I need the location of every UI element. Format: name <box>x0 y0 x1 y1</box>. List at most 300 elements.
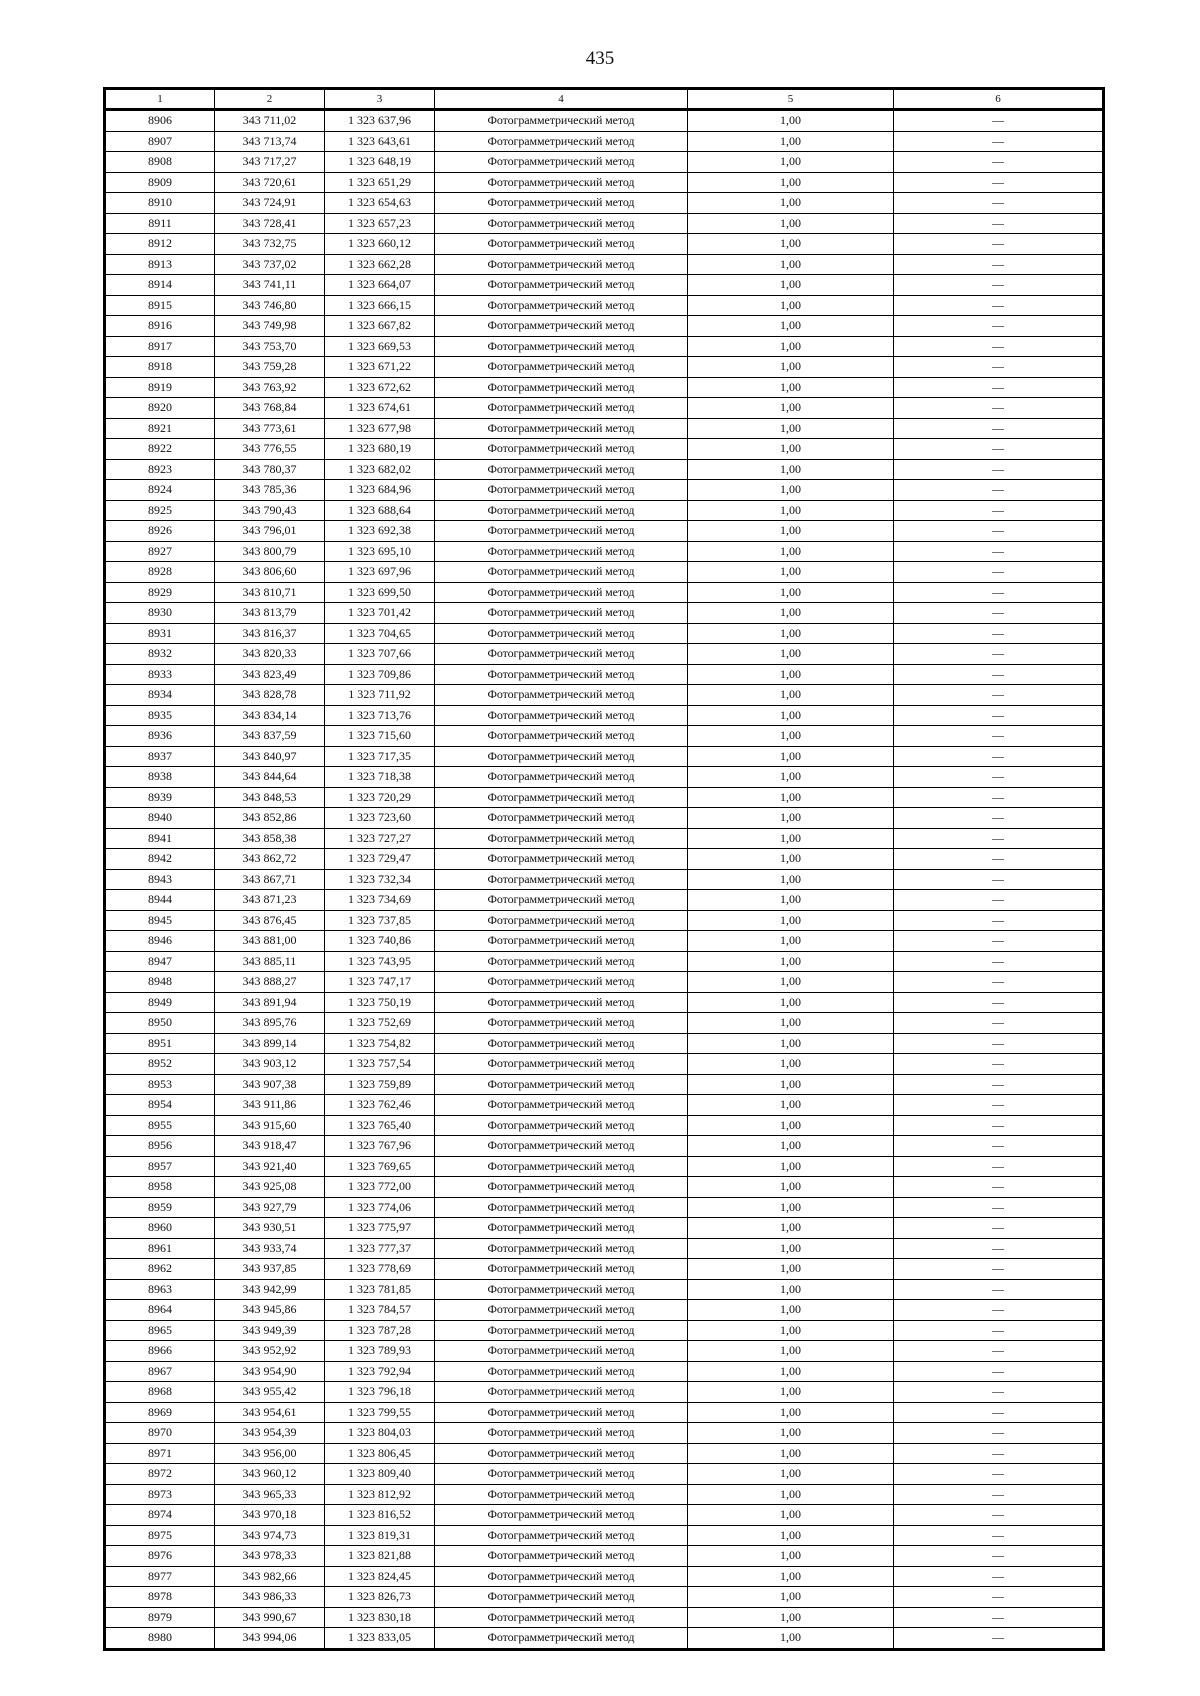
x-coordinate-cell: 343 813,79 <box>215 603 325 624</box>
accuracy-cell: 1,00 <box>688 152 894 173</box>
table-row <box>105 562 1104 583</box>
x-coordinate-cell: 343 915,60 <box>215 1115 325 1136</box>
x-coordinate-cell: 343 737,02 <box>215 254 325 275</box>
x-coordinate-cell: 343 746,80 <box>215 295 325 316</box>
y-coordinate-cell: 1 323 787,28 <box>325 1320 435 1341</box>
accuracy-cell: 1,00 <box>688 910 894 931</box>
x-coordinate-cell: 343 895,76 <box>215 1013 325 1034</box>
description-cell: — <box>894 972 1104 993</box>
x-coordinate-cell: 343 885,11 <box>215 951 325 972</box>
point-number-cell: 8933 <box>105 664 215 685</box>
y-coordinate-cell: 1 323 737,85 <box>325 910 435 931</box>
point-number-cell: 8975 <box>105 1525 215 1546</box>
accuracy-cell: 1,00 <box>688 1505 894 1526</box>
method-cell: Фотограмметрический метод <box>435 705 688 726</box>
method-cell: Фотограмметрический метод <box>435 1423 688 1444</box>
point-number-cell: 8957 <box>105 1156 215 1177</box>
table-row <box>105 644 1104 665</box>
table-row <box>105 1259 1104 1280</box>
description-cell: — <box>894 254 1104 275</box>
accuracy-cell: 1,00 <box>688 869 894 890</box>
x-coordinate-cell: 343 930,51 <box>215 1218 325 1239</box>
table-body <box>105 110 1104 1650</box>
x-coordinate-cell: 343 994,06 <box>215 1628 325 1650</box>
description-cell: — <box>894 295 1104 316</box>
method-cell: Фотограмметрический метод <box>435 664 688 685</box>
table-row <box>105 931 1104 952</box>
y-coordinate-cell: 1 323 777,37 <box>325 1238 435 1259</box>
y-coordinate-cell: 1 323 796,18 <box>325 1382 435 1403</box>
accuracy-cell: 1,00 <box>688 398 894 419</box>
y-coordinate-cell: 1 323 688,64 <box>325 500 435 521</box>
y-coordinate-cell: 1 323 680,19 <box>325 439 435 460</box>
x-coordinate-cell: 343 834,14 <box>215 705 325 726</box>
x-coordinate-cell: 343 820,33 <box>215 644 325 665</box>
point-number-cell: 8906 <box>105 110 215 132</box>
method-cell: Фотограмметрический метод <box>435 746 688 767</box>
method-cell: Фотограмметрический метод <box>435 685 688 706</box>
table-row <box>105 131 1104 152</box>
x-coordinate-cell: 343 713,74 <box>215 131 325 152</box>
point-number-cell: 8942 <box>105 849 215 870</box>
x-coordinate-cell: 343 876,45 <box>215 910 325 931</box>
y-coordinate-cell: 1 323 682,02 <box>325 459 435 480</box>
x-coordinate-cell: 343 933,74 <box>215 1238 325 1259</box>
accuracy-cell: 1,00 <box>688 541 894 562</box>
y-coordinate-cell: 1 323 767,96 <box>325 1136 435 1157</box>
description-cell: — <box>894 705 1104 726</box>
y-coordinate-cell: 1 323 651,29 <box>325 172 435 193</box>
point-number-cell: 8964 <box>105 1300 215 1321</box>
description-cell: — <box>894 1095 1104 1116</box>
x-coordinate-cell: 343 990,67 <box>215 1607 325 1628</box>
point-number-cell: 8918 <box>105 357 215 378</box>
point-number-cell: 8954 <box>105 1095 215 1116</box>
method-cell: Фотограмметрический метод <box>435 869 688 890</box>
x-coordinate-cell: 343 867,71 <box>215 869 325 890</box>
point-number-cell: 8948 <box>105 972 215 993</box>
method-cell: Фотограмметрический метод <box>435 1443 688 1464</box>
point-number-cell: 8929 <box>105 582 215 603</box>
point-number-cell: 8949 <box>105 992 215 1013</box>
method-cell: Фотограмметрический метод <box>435 787 688 808</box>
y-coordinate-cell: 1 323 643,61 <box>325 131 435 152</box>
x-coordinate-cell: 343 956,00 <box>215 1443 325 1464</box>
method-cell: Фотограмметрический метод <box>435 213 688 234</box>
y-coordinate-cell: 1 323 727,27 <box>325 828 435 849</box>
point-number-cell: 8969 <box>105 1402 215 1423</box>
method-cell: Фотограмметрический метод <box>435 110 688 132</box>
x-coordinate-cell: 343 785,36 <box>215 480 325 501</box>
description-cell: — <box>894 1136 1104 1157</box>
method-cell: Фотограмметрический метод <box>435 808 688 829</box>
description-cell: — <box>894 213 1104 234</box>
method-cell: Фотограмметрический метод <box>435 152 688 173</box>
x-coordinate-cell: 343 844,64 <box>215 767 325 788</box>
description-cell: — <box>894 439 1104 460</box>
description-cell: — <box>894 992 1104 1013</box>
table-row <box>105 1033 1104 1054</box>
accuracy-cell: 1,00 <box>688 213 894 234</box>
x-coordinate-cell: 343 907,38 <box>215 1074 325 1095</box>
method-cell: Фотограмметрический метод <box>435 316 688 337</box>
accuracy-cell: 1,00 <box>688 603 894 624</box>
x-coordinate-cell: 343 960,12 <box>215 1464 325 1485</box>
accuracy-cell: 1,00 <box>688 1177 894 1198</box>
header-cell-5: 5 <box>688 89 894 110</box>
method-cell: Фотограмметрический метод <box>435 1218 688 1239</box>
accuracy-cell: 1,00 <box>688 316 894 337</box>
x-coordinate-cell: 343 858,38 <box>215 828 325 849</box>
x-coordinate-cell: 343 810,71 <box>215 582 325 603</box>
method-cell: Фотограмметрический метод <box>435 644 688 665</box>
accuracy-cell: 1,00 <box>688 1607 894 1628</box>
description-cell: — <box>894 234 1104 255</box>
description-cell: — <box>894 377 1104 398</box>
method-cell: Фотограмметрический метод <box>435 910 688 931</box>
x-coordinate-cell: 343 911,86 <box>215 1095 325 1116</box>
table-row <box>105 910 1104 931</box>
accuracy-cell: 1,00 <box>688 439 894 460</box>
accuracy-cell: 1,00 <box>688 685 894 706</box>
y-coordinate-cell: 1 323 789,93 <box>325 1341 435 1362</box>
point-number-cell: 8977 <box>105 1566 215 1587</box>
description-cell: — <box>894 623 1104 644</box>
description-cell: — <box>894 110 1104 132</box>
accuracy-cell: 1,00 <box>688 992 894 1013</box>
x-coordinate-cell: 343 848,53 <box>215 787 325 808</box>
table-row <box>105 1546 1104 1567</box>
table-row <box>105 1382 1104 1403</box>
accuracy-cell: 1,00 <box>688 1136 894 1157</box>
method-cell: Фотограмметрический метод <box>435 849 688 870</box>
point-number-cell: 8934 <box>105 685 215 706</box>
description-cell: — <box>894 1484 1104 1505</box>
y-coordinate-cell: 1 323 754,82 <box>325 1033 435 1054</box>
description-cell: — <box>894 1525 1104 1546</box>
y-coordinate-cell: 1 323 657,23 <box>325 213 435 234</box>
y-coordinate-cell: 1 323 819,31 <box>325 1525 435 1546</box>
x-coordinate-cell: 343 871,23 <box>215 890 325 911</box>
point-number-cell: 8951 <box>105 1033 215 1054</box>
table-row <box>105 787 1104 808</box>
x-coordinate-cell: 343 796,01 <box>215 521 325 542</box>
y-coordinate-cell: 1 323 664,07 <box>325 275 435 296</box>
table-row <box>105 541 1104 562</box>
y-coordinate-cell: 1 323 759,89 <box>325 1074 435 1095</box>
y-coordinate-cell: 1 323 806,45 <box>325 1443 435 1464</box>
method-cell: Фотограмметрический метод <box>435 1259 688 1280</box>
table-row <box>105 439 1104 460</box>
accuracy-cell: 1,00 <box>688 562 894 583</box>
description-cell: — <box>894 1279 1104 1300</box>
table-row <box>105 951 1104 972</box>
table-row <box>105 316 1104 337</box>
x-coordinate-cell: 343 954,39 <box>215 1423 325 1444</box>
method-cell: Фотограмметрический метод <box>435 1628 688 1650</box>
accuracy-cell: 1,00 <box>688 931 894 952</box>
method-cell: Фотограмметрический метод <box>435 623 688 644</box>
point-number-cell: 8950 <box>105 1013 215 1034</box>
method-cell: Фотограмметрический метод <box>435 1177 688 1198</box>
table-row <box>105 1443 1104 1464</box>
description-cell: — <box>894 1300 1104 1321</box>
point-number-cell: 8960 <box>105 1218 215 1239</box>
table-row <box>105 705 1104 726</box>
method-cell: Фотограмметрический метод <box>435 1525 688 1546</box>
table-row <box>105 1587 1104 1608</box>
point-number-cell: 8943 <box>105 869 215 890</box>
x-coordinate-cell: 343 954,90 <box>215 1361 325 1382</box>
description-cell: — <box>894 787 1104 808</box>
description-cell: — <box>894 1628 1104 1650</box>
point-number-cell: 8935 <box>105 705 215 726</box>
point-number-cell: 8953 <box>105 1074 215 1095</box>
table-row <box>105 1566 1104 1587</box>
accuracy-cell: 1,00 <box>688 336 894 357</box>
accuracy-cell: 1,00 <box>688 1238 894 1259</box>
point-number-cell: 8946 <box>105 931 215 952</box>
method-cell: Фотограмметрический метод <box>435 234 688 255</box>
description-cell: — <box>894 480 1104 501</box>
accuracy-cell: 1,00 <box>688 746 894 767</box>
y-coordinate-cell: 1 323 695,10 <box>325 541 435 562</box>
description-cell: — <box>894 849 1104 870</box>
table-row <box>105 1320 1104 1341</box>
point-number-cell: 8938 <box>105 767 215 788</box>
y-coordinate-cell: 1 323 672,62 <box>325 377 435 398</box>
description-cell: — <box>894 1402 1104 1423</box>
accuracy-cell: 1,00 <box>688 418 894 439</box>
header-cell-2: 2 <box>215 89 325 110</box>
y-coordinate-cell: 1 323 804,03 <box>325 1423 435 1444</box>
table-row <box>105 582 1104 603</box>
method-cell: Фотограмметрический метод <box>435 500 688 521</box>
y-coordinate-cell: 1 323 729,47 <box>325 849 435 870</box>
y-coordinate-cell: 1 323 778,69 <box>325 1259 435 1280</box>
table-row <box>105 336 1104 357</box>
table-row <box>105 193 1104 214</box>
x-coordinate-cell: 343 724,91 <box>215 193 325 214</box>
table-row <box>105 1628 1104 1650</box>
point-number-cell: 8926 <box>105 521 215 542</box>
point-number-cell: 8976 <box>105 1546 215 1567</box>
table-row <box>105 110 1104 132</box>
table-row <box>105 500 1104 521</box>
method-cell: Фотограмметрический метод <box>435 992 688 1013</box>
description-cell: — <box>894 1074 1104 1095</box>
accuracy-cell: 1,00 <box>688 254 894 275</box>
accuracy-cell: 1,00 <box>688 1115 894 1136</box>
y-coordinate-cell: 1 323 669,53 <box>325 336 435 357</box>
accuracy-cell: 1,00 <box>688 1095 894 1116</box>
accuracy-cell: 1,00 <box>688 972 894 993</box>
table-row <box>105 418 1104 439</box>
x-coordinate-cell: 343 921,40 <box>215 1156 325 1177</box>
point-number-cell: 8940 <box>105 808 215 829</box>
point-number-cell: 8971 <box>105 1443 215 1464</box>
table-row <box>105 1197 1104 1218</box>
table-row <box>105 1505 1104 1526</box>
accuracy-cell: 1,00 <box>688 1443 894 1464</box>
point-number-cell: 8959 <box>105 1197 215 1218</box>
point-number-cell: 8963 <box>105 1279 215 1300</box>
method-cell: Фотограмметрический метод <box>435 459 688 480</box>
table-row <box>105 1607 1104 1628</box>
x-coordinate-cell: 343 955,42 <box>215 1382 325 1403</box>
accuracy-cell: 1,00 <box>688 500 894 521</box>
table-row <box>105 726 1104 747</box>
table-row <box>105 623 1104 644</box>
accuracy-cell: 1,00 <box>688 787 894 808</box>
y-coordinate-cell: 1 323 674,61 <box>325 398 435 419</box>
description-cell: — <box>894 726 1104 747</box>
description-cell: — <box>894 644 1104 665</box>
table-row <box>105 1054 1104 1075</box>
x-coordinate-cell: 343 800,79 <box>215 541 325 562</box>
y-coordinate-cell: 1 323 701,42 <box>325 603 435 624</box>
y-coordinate-cell: 1 323 812,92 <box>325 1484 435 1505</box>
accuracy-cell: 1,00 <box>688 849 894 870</box>
table-row <box>105 972 1104 993</box>
accuracy-cell: 1,00 <box>688 1402 894 1423</box>
y-coordinate-cell: 1 323 752,69 <box>325 1013 435 1034</box>
x-coordinate-cell: 343 881,00 <box>215 931 325 952</box>
point-number-cell: 8970 <box>105 1423 215 1444</box>
accuracy-cell: 1,00 <box>688 582 894 603</box>
description-cell: — <box>894 767 1104 788</box>
x-coordinate-cell: 343 749,98 <box>215 316 325 337</box>
header-cell-1: 1 <box>105 89 215 110</box>
method-cell: Фотограмметрический метод <box>435 1505 688 1526</box>
y-coordinate-cell: 1 323 824,45 <box>325 1566 435 1587</box>
table-row <box>105 234 1104 255</box>
point-number-cell: 8979 <box>105 1607 215 1628</box>
point-number-cell: 8945 <box>105 910 215 931</box>
description-cell: — <box>894 459 1104 480</box>
method-cell: Фотограмметрический метод <box>435 480 688 501</box>
point-number-cell: 8916 <box>105 316 215 337</box>
description-cell: — <box>894 541 1104 562</box>
description-cell: — <box>894 1054 1104 1075</box>
y-coordinate-cell: 1 323 677,98 <box>325 418 435 439</box>
accuracy-cell: 1,00 <box>688 1423 894 1444</box>
description-cell: — <box>894 1218 1104 1239</box>
accuracy-cell: 1,00 <box>688 459 894 480</box>
y-coordinate-cell: 1 323 718,38 <box>325 767 435 788</box>
description-cell: — <box>894 685 1104 706</box>
y-coordinate-cell: 1 323 713,76 <box>325 705 435 726</box>
method-cell: Фотограмметрический метод <box>435 890 688 911</box>
accuracy-cell: 1,00 <box>688 234 894 255</box>
method-cell: Фотограмметрический метод <box>435 398 688 419</box>
description-cell: — <box>894 1464 1104 1485</box>
x-coordinate-cell: 343 768,84 <box>215 398 325 419</box>
description-cell: — <box>894 1259 1104 1280</box>
accuracy-cell: 1,00 <box>688 726 894 747</box>
point-number-cell: 8936 <box>105 726 215 747</box>
table-row <box>105 152 1104 173</box>
y-coordinate-cell: 1 323 830,18 <box>325 1607 435 1628</box>
accuracy-cell: 1,00 <box>688 1525 894 1546</box>
description-cell: — <box>894 1607 1104 1628</box>
method-cell: Фотограмметрический метод <box>435 951 688 972</box>
method-cell: Фотограмметрический метод <box>435 336 688 357</box>
point-number-cell: 8952 <box>105 1054 215 1075</box>
method-cell: Фотограмметрический метод <box>435 1238 688 1259</box>
description-cell: — <box>894 275 1104 296</box>
point-number-cell: 8973 <box>105 1484 215 1505</box>
y-coordinate-cell: 1 323 667,82 <box>325 316 435 337</box>
accuracy-cell: 1,00 <box>688 1628 894 1650</box>
point-number-cell: 8919 <box>105 377 215 398</box>
accuracy-cell: 1,00 <box>688 828 894 849</box>
method-cell: Фотограмметрический метод <box>435 357 688 378</box>
x-coordinate-cell: 343 776,55 <box>215 439 325 460</box>
y-coordinate-cell: 1 323 732,34 <box>325 869 435 890</box>
y-coordinate-cell: 1 323 821,88 <box>325 1546 435 1567</box>
y-coordinate-cell: 1 323 654,63 <box>325 193 435 214</box>
point-number-cell: 8968 <box>105 1382 215 1403</box>
accuracy-cell: 1,00 <box>688 951 894 972</box>
method-cell: Фотограмметрический метод <box>435 1341 688 1362</box>
description-cell: — <box>894 1156 1104 1177</box>
method-cell: Фотограмметрический метод <box>435 295 688 316</box>
accuracy-cell: 1,00 <box>688 623 894 644</box>
description-cell: — <box>894 1238 1104 1259</box>
table-row <box>105 1177 1104 1198</box>
description-cell: — <box>894 603 1104 624</box>
method-cell: Фотограмметрический метод <box>435 1587 688 1608</box>
point-number-cell: 8972 <box>105 1464 215 1485</box>
y-coordinate-cell: 1 323 704,65 <box>325 623 435 644</box>
point-number-cell: 8965 <box>105 1320 215 1341</box>
table-row <box>105 1361 1104 1382</box>
x-coordinate-cell: 343 970,18 <box>215 1505 325 1526</box>
table-row <box>105 1402 1104 1423</box>
description-cell: — <box>894 152 1104 173</box>
description-cell: — <box>894 1177 1104 1198</box>
accuracy-cell: 1,00 <box>688 890 894 911</box>
description-cell: — <box>894 1361 1104 1382</box>
point-number-cell: 8917 <box>105 336 215 357</box>
y-coordinate-cell: 1 323 637,96 <box>325 110 435 132</box>
point-number-cell: 8941 <box>105 828 215 849</box>
description-cell: — <box>894 1566 1104 1587</box>
y-coordinate-cell: 1 323 692,38 <box>325 521 435 542</box>
header-cell-6: 6 <box>894 89 1104 110</box>
method-cell: Фотограмметрический метод <box>435 828 688 849</box>
y-coordinate-cell: 1 323 660,12 <box>325 234 435 255</box>
method-cell: Фотограмметрический метод <box>435 377 688 398</box>
table-row <box>105 603 1104 624</box>
accuracy-cell: 1,00 <box>688 767 894 788</box>
accuracy-cell: 1,00 <box>688 357 894 378</box>
method-cell: Фотограмметрический метод <box>435 1546 688 1567</box>
method-cell: Фотограмметрический метод <box>435 562 688 583</box>
table-row <box>105 521 1104 542</box>
x-coordinate-cell: 343 840,97 <box>215 746 325 767</box>
method-cell: Фотограмметрический метод <box>435 1074 688 1095</box>
description-cell: — <box>894 1013 1104 1034</box>
y-coordinate-cell: 1 323 734,69 <box>325 890 435 911</box>
method-cell: Фотограмметрический метод <box>435 1607 688 1628</box>
header-row <box>105 89 1104 110</box>
table-row <box>105 1300 1104 1321</box>
point-number-cell: 8931 <box>105 623 215 644</box>
table-row <box>105 1423 1104 1444</box>
description-cell: — <box>894 316 1104 337</box>
